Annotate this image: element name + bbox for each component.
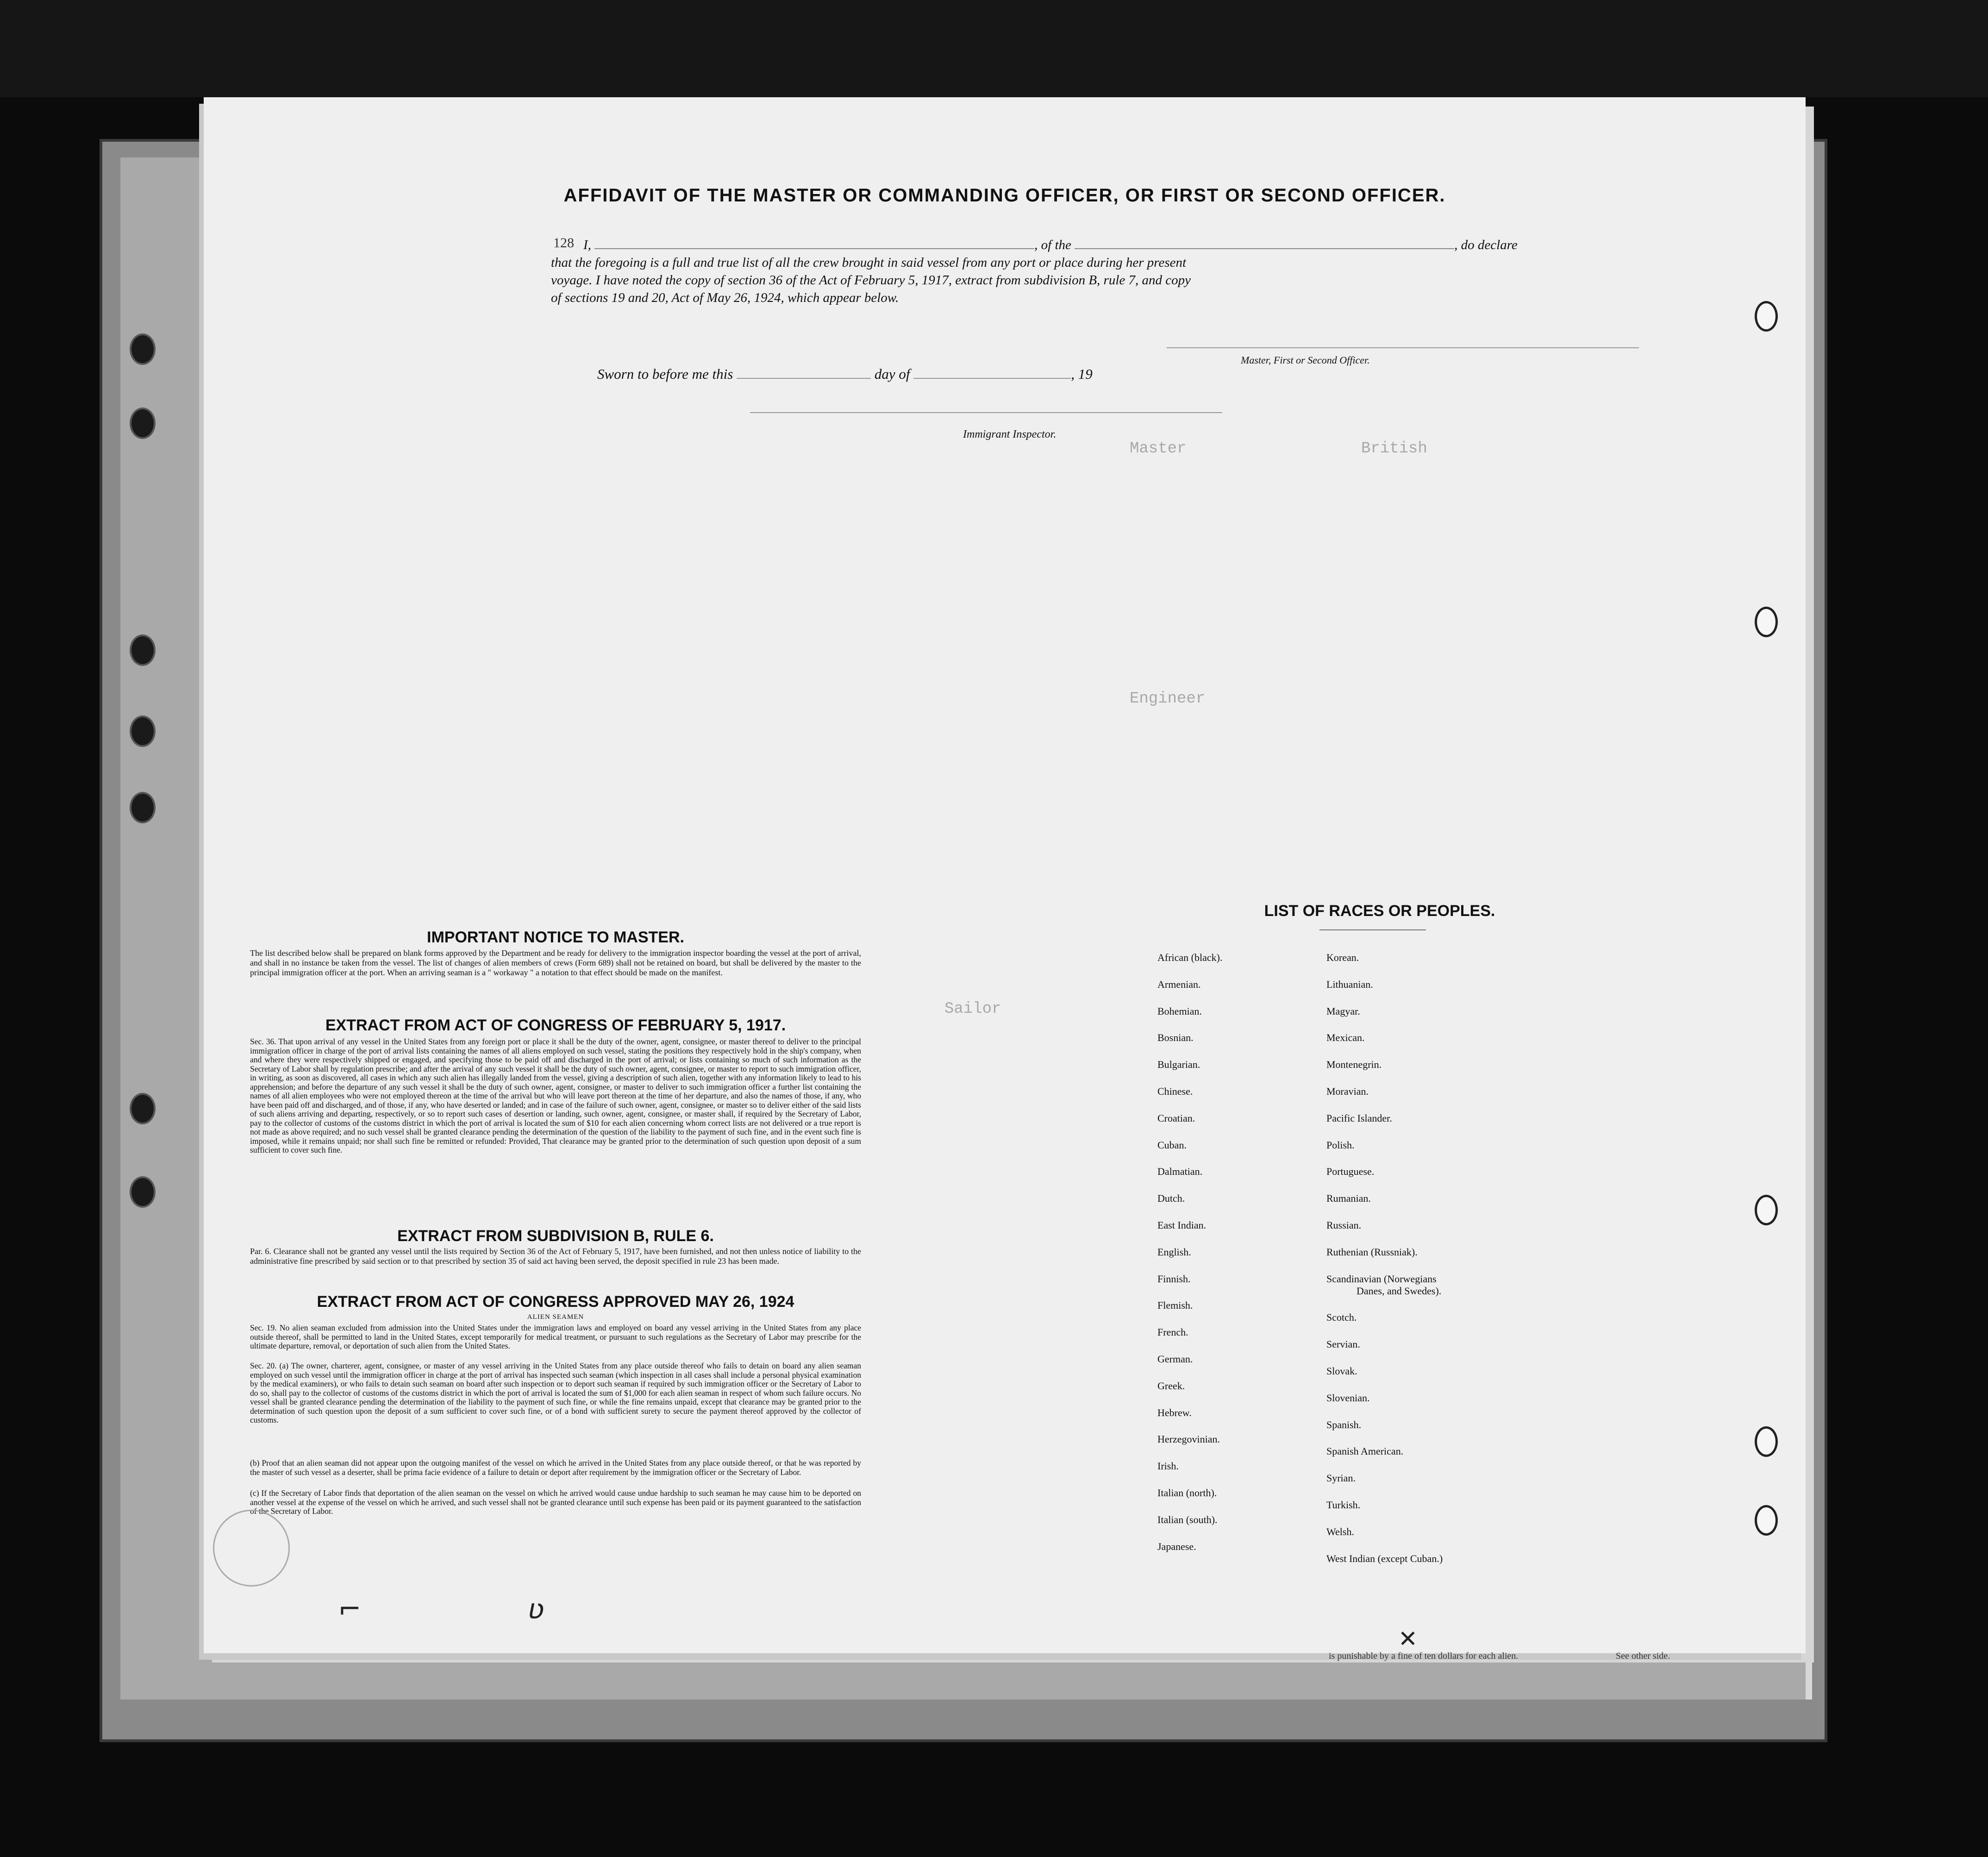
film-border-top (0, 0, 1988, 97)
bleed-through-text: British (1361, 440, 1427, 458)
race-item: Bulgarian. (1157, 1059, 1200, 1071)
race-item: French. (1157, 1326, 1188, 1338)
sec20c-body: (c) If the Secretary of Labor finds that deportation of the alien seaman on the vessel on which he arrived would cause undue hardship to such seaman he may cause him to be deported on another vessel at the expense of the vessel on which he arrived, and such vessel shall not be granted clearance until such expense has been paid or its payment guaranteed to the satisfaction of the Secretary of Labor. (250, 1488, 861, 1516)
race-item: Greek. (1157, 1380, 1185, 1392)
race-item: Dutch. (1157, 1192, 1185, 1205)
race-item: Scotch. (1326, 1311, 1357, 1324)
binder-hole (130, 634, 156, 666)
race-item: Croatian. (1157, 1112, 1195, 1124)
race-item: West Indian (except Cuban.) (1326, 1552, 1443, 1564)
binder-hole (130, 792, 156, 823)
declaration-i: I, (583, 238, 591, 252)
notice-title: IMPORTANT NOTICE TO MASTER. (427, 928, 684, 946)
binder-hole (1755, 1426, 1778, 1457)
races-title-rule (1319, 929, 1426, 930)
race-item: Rumanian. (1326, 1192, 1371, 1205)
race-item: Lithuanian. (1326, 978, 1373, 990)
declaration (551, 236, 1653, 307)
extract-1917-body: Sec. 36. That upon arrival of any vessel in the United States from any foreign port or place it shall be the duty of the owner, agent, consignee, or master thereof to deliver to the principal immigration officer in charge of the port of arrival lists containing the names of all aliens employed on such vessel, stating the positions they respectively hold in the ship's company, when and where they were respectively shipped or engaged, and specifying those to be paid off and discharged in the port of arrival; or lists containing so much of such information as the Secretary of Labor shall by regulation prescribe; and after the arrival of any such vessel it shall be the duty of such owner, agent, consignee, or master to report to such immigration officer, in writing, as soon as discovered, all cases in which any such alien has illegally landed from the vessel, giving a description of such alien, together with any information likely to lead to his apprehension; and before the departure of any such vessel it shall be the duty of such owner, agent, consignee, or master to deliver to such immigration officer a further list containing the names of all alien employees who were not employed thereon at the time of the arrival but who will leave port thereon at the time of her departure, and also the names of those, if any, who have been paid off and discharged, and of those, if any, who have deserted or landed; and in case of the failure of such owner, agent, consignee, or master so to deliver either of the said lists of such aliens arriving and departing, respectively, or so to report such cases of desertion or landing, such owner, agent, consignee, or master shall, if required by the Secretary of Labor, pay to the collector of customs of the customs district in which the port of arrival is located the sum of $10 for each alien concerning whom correct lists are not delivered or a true report is not made as above required; and no such vessel shall be granted clearance pending the determination of the question of the liability to the payment of such fine, and in the event such fine is imposed, while it remains unpaid; nor shall such fine be remitted or refunded: Provided, That clearance may be granted prior to the determination of such question upon deposit of a sum sufficient to cover such fine. (250, 1037, 861, 1154)
race-item: Italian (north). (1157, 1487, 1217, 1499)
rule6-body: Par. 6. Clearance shall not be granted any vessel until the lists required by Section 36 of the Act of February 5, 1917, have been furnished, and not then unless notice of liability to the administrative fine prescribed by said section or to that prescribed by section 35 of said act having been served, the deposit specified in rule 23 has been made. (250, 1247, 861, 1266)
race-item: Bosnian. (1157, 1032, 1194, 1044)
sec20a-body: Sec. 20. (a) The owner, charterer, agent, consignee, or master of any vessel arriving in the United States from any place outside thereof who fails to detain on board any alien seaman employed on such vessel until the immigration officer in charge at the port of arrival has inspected such seaman (which inspection in all cases shall include a personal physical examination by the medical examiners), or who fails to detain such seaman on board after such inspection or to deport such seaman if required by such immigration officer or the Secretary of Labor to do so, shall pay to the collector of customs of the customs district in which the port of arrival is located the sum of $1,000 for each alien seaman in respect of whom such failure occurs. No vessel shall be granted clearance pending the determination of the liability to the payment of such fine, or while the fine remains unpaid, except that clearance may be granted prior to the determination of such question upon the deposit of a sum sufficient to cover such fine, or of a bond with sufficient surety to secure the payment thereof approved by the collector of customs. (250, 1361, 861, 1424)
binder-hole (1755, 1195, 1778, 1225)
race-item: Portuguese. (1326, 1166, 1375, 1178)
race-item: Polish. (1326, 1139, 1355, 1151)
extract-1917-title: EXTRACT FROM ACT OF CONGRESS OF FEBRUARY 5, 1917. (325, 1016, 786, 1034)
stamp-number: 128 (553, 235, 574, 251)
race-item: Magyar. (1326, 1005, 1360, 1017)
declaration-line: of sections 19 and 20, Act of May 26, 1924, which appear below. (551, 290, 899, 305)
bleed-through-text: Engineer (1130, 690, 1206, 708)
sworn-prefix: Sworn to before me this (597, 366, 733, 382)
binder-hole (130, 1093, 156, 1124)
race-item: Pacific Islander. (1326, 1112, 1392, 1124)
pencil-mark: ʋ (528, 1593, 544, 1625)
pencil-mark: ✕ (1398, 1625, 1418, 1652)
of-the-label: , of the (1034, 238, 1071, 252)
race-item: Finnish. (1157, 1273, 1191, 1285)
race-item: Chinese. (1157, 1085, 1193, 1097)
race-item: Herzegovinian. (1157, 1433, 1220, 1445)
binder-hole (130, 408, 156, 439)
day-blank[interactable] (737, 378, 871, 379)
race-item: Slovak. (1326, 1365, 1357, 1377)
master-signature-line[interactable] (1167, 347, 1639, 348)
faint-seal-stamp (213, 1510, 290, 1587)
races-title: LIST OF RACES OR PEOPLES. (1264, 902, 1495, 920)
extract-1924-subtitle: ALIEN SEAMEN (527, 1313, 584, 1321)
race-item: Dalmatian. (1157, 1166, 1203, 1178)
sec20b-body: (b) Proof that an alien seaman did not appear upon the outgoing manifest of the vessel on which he arrived in the United States from any place outside thereof, or that he was reported by the master of such vessel as a deserter, shall be prima facie evidence of a failure to detain or deport after requirement by the immigration officer or the Secretary of Labor. (250, 1458, 861, 1477)
race-item: Russian. (1326, 1219, 1362, 1231)
bleed-through-text: Sailor (944, 1000, 1001, 1018)
sworn-line (597, 366, 1093, 383)
race-item: Hebrew. (1157, 1406, 1192, 1418)
year-label: , 19 (1071, 366, 1093, 382)
notice-body: The list described below shall be prepared on blank forms approved by the Department and be ready for delivery to the immigration inspector boarding the vessel at the port of arrival, and shall in no instance be taken from the vessel. The list of changes of alien members of crews (Form 689) shall not be retained on board, but shall be delivered by the master to the principal immigration officer at the port. When an arriving seaman is a " workaway " a notation to that effect should be made on the manifest. (250, 948, 861, 977)
name-blank[interactable] (594, 248, 1034, 249)
race-item: German. (1157, 1353, 1193, 1365)
race-item: Bohemian. (1157, 1005, 1202, 1017)
race-item: Welsh. (1326, 1525, 1354, 1537)
affidavit-page (204, 97, 1806, 1661)
race-item: Scandinavian (Norwegians (1326, 1273, 1437, 1285)
inspector-signature-line[interactable] (750, 412, 1222, 413)
race-item: Italian (south). (1157, 1513, 1218, 1525)
binder-hole (130, 333, 156, 365)
race-item: Moravian. (1326, 1085, 1369, 1097)
declaration-line: voyage. I have noted the copy of section 36 of the Act of February 5, 1917, extract from subdivision B, rule 7, and copy (551, 273, 1191, 288)
binder-hole (1755, 1505, 1778, 1536)
inspector-label: Immigrant Inspector. (963, 428, 1057, 440)
binder-hole (130, 1176, 156, 1208)
vessel-blank[interactable] (1075, 248, 1454, 249)
race-item: Japanese. (1157, 1540, 1196, 1552)
race-item: Servian. (1326, 1338, 1360, 1350)
pencil-mark: ⌐ (338, 1593, 362, 1625)
race-item: Korean. (1326, 952, 1359, 963)
footer-note: is punishable by a fine of ten dollars for each alien. (1329, 1651, 1519, 1661)
master-label: Master, First or Second Officer. (1241, 354, 1370, 366)
day-of-label: day of (874, 366, 910, 382)
binder-hole (130, 715, 156, 747)
binder-hole (1755, 607, 1778, 637)
bleed-through-text: Master (1130, 440, 1187, 458)
sec19-body: Sec. 19. No alien seaman excluded from admission into the United States under the immigration laws and employed on board any vessel arriving in the United States from any place outside thereof, shall be permitted to land in the United States, except temporarily for medical treatment, or pursuant to such regulations as the Secretary of Labor may prescribe for the ultimate departure, removal, or deportation of such alien from the United States. (250, 1323, 861, 1350)
footer-see-other: See other side. (1616, 1651, 1670, 1661)
binder-hole (1755, 301, 1778, 332)
race-item: Turkish. (1326, 1499, 1361, 1511)
race-item: Danes, and Swedes). (1357, 1285, 1442, 1297)
race-item: Slovenian. (1326, 1392, 1370, 1404)
race-item: Mexican. (1326, 1032, 1365, 1044)
do-declare-label: , do declare (1454, 238, 1518, 252)
declaration-line: that the foregoing is a full and true list of all the crew brought in said vessel from any port or place during her present (551, 255, 1187, 270)
race-item: Spanish. (1326, 1418, 1362, 1430)
month-blank[interactable] (913, 378, 1071, 379)
rule6-title: EXTRACT FROM SUBDIVISION B, RULE 6. (397, 1227, 714, 1245)
race-item: East Indian. (1157, 1219, 1207, 1231)
race-item: Ruthenian (Russniak). (1326, 1246, 1418, 1258)
affidavit-title: AFFIDAVIT OF THE MASTER OR COMMANDING OFFICER, OR FIRST OR SECOND OFFICER. (563, 185, 1446, 206)
race-item: Cuban. (1157, 1139, 1187, 1151)
race-item: English. (1157, 1246, 1191, 1258)
race-item: Flemish. (1157, 1299, 1193, 1311)
race-item: Armenian. (1157, 978, 1201, 990)
race-item: Montenegrin. (1326, 1059, 1382, 1071)
race-item: Syrian. (1326, 1472, 1356, 1484)
race-item: Spanish American. (1326, 1445, 1404, 1457)
race-item: Irish. (1157, 1460, 1179, 1472)
extract-1924-title: EXTRACT FROM ACT OF CONGRESS APPROVED MAY 26, 1924 (317, 1293, 794, 1311)
race-item: African (black). (1157, 952, 1223, 963)
